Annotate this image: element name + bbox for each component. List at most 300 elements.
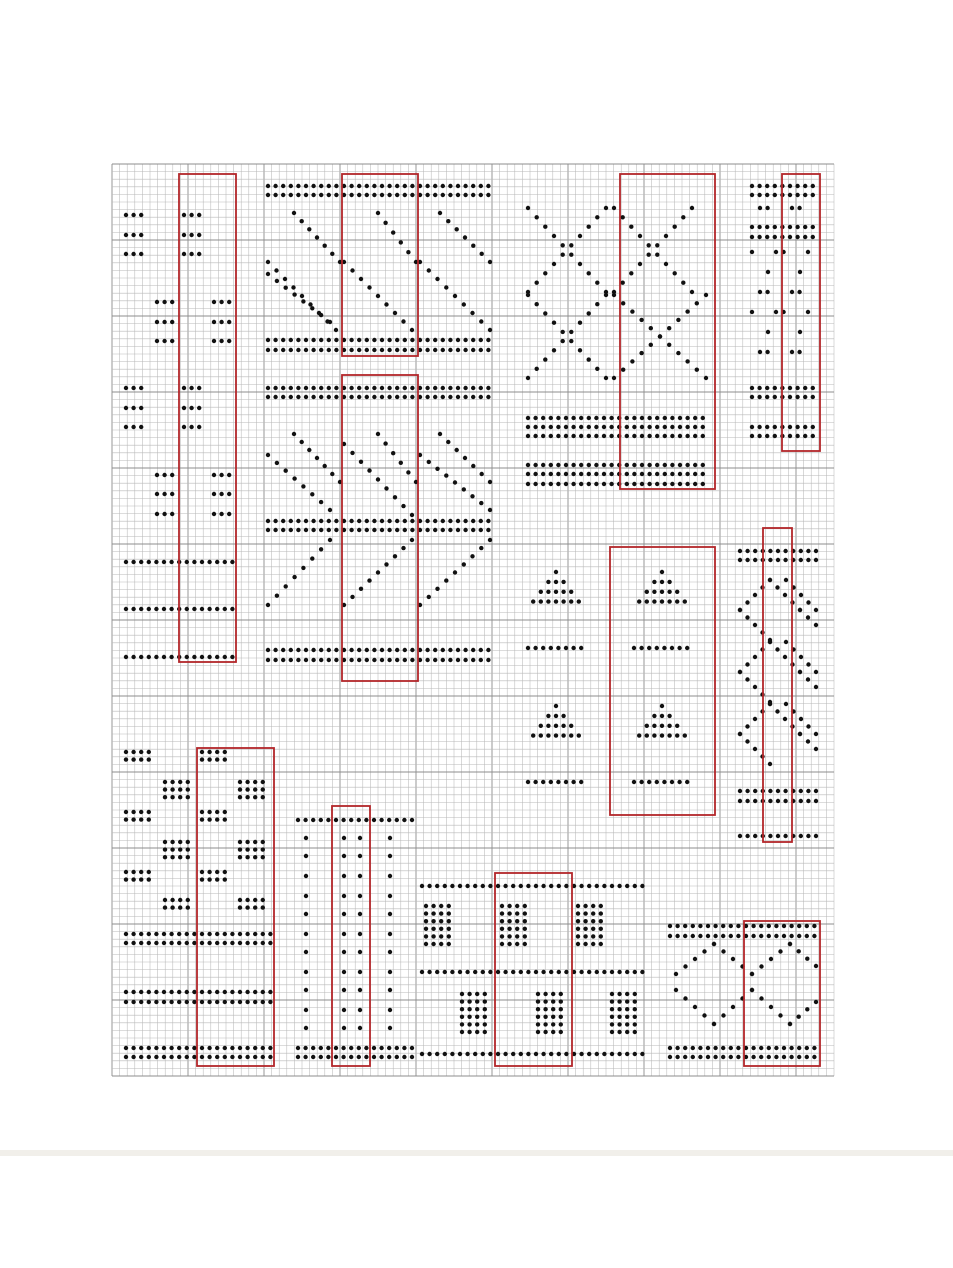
stitch-dot: [387, 184, 391, 188]
stitch-dot: [579, 780, 583, 784]
stitch-dot: [253, 1055, 257, 1059]
stitch-dot: [556, 780, 560, 784]
stitch-dot: [583, 919, 587, 923]
stitch-dot: [358, 912, 362, 916]
stitch-dot: [500, 919, 504, 923]
stitch-dot: [215, 990, 219, 994]
stitch-dot: [253, 905, 257, 909]
stitch-dot: [731, 1005, 735, 1009]
stitch-dot: [327, 386, 331, 390]
stitch-dot: [393, 495, 397, 499]
stitch-dot: [207, 932, 211, 936]
stitch-dot: [814, 549, 818, 553]
stitch-dot: [721, 1046, 725, 1050]
stitch-dot: [227, 492, 231, 496]
stitch-dot: [281, 519, 285, 523]
stitch-dot: [463, 348, 467, 352]
stitch-dot: [384, 486, 388, 490]
stitch-dot: [358, 894, 362, 898]
stitch-dot: [523, 919, 527, 923]
stitch-dot: [467, 1022, 471, 1026]
stitch-dot: [610, 970, 614, 974]
stitch-dot: [212, 320, 216, 324]
stitch-dot: [814, 623, 818, 627]
stitch-dot: [182, 252, 186, 256]
stitch-dot: [399, 461, 403, 465]
stitch-dot: [155, 473, 159, 477]
stitch-dot: [342, 970, 346, 974]
stitch-dot: [124, 932, 128, 936]
stitch-dot: [301, 566, 305, 570]
stitch-dot: [189, 213, 193, 217]
stitch-dot: [427, 1052, 431, 1056]
stitch-dot: [675, 1055, 679, 1059]
stitch-dot: [534, 970, 538, 974]
stitch-dot: [768, 789, 772, 793]
stitch-dot: [587, 416, 591, 420]
stitch-dot: [170, 492, 174, 496]
stitch-dot: [186, 847, 190, 851]
stitch-dot: [349, 348, 353, 352]
stitch-dot: [736, 934, 740, 938]
stitch-dot: [660, 724, 664, 728]
stitch-dot: [446, 440, 450, 444]
stitch-dot: [443, 970, 447, 974]
stitch-dot: [427, 460, 431, 464]
stitch-dot: [789, 934, 793, 938]
stitch-dot: [768, 799, 772, 803]
stitch-dot: [475, 999, 479, 1003]
stitch-dot: [738, 834, 742, 838]
stitch-dot: [745, 799, 749, 803]
stitch-dot: [387, 648, 391, 652]
stitch-dot: [551, 1015, 555, 1019]
stitch-dot: [691, 924, 695, 928]
stitch-dot: [814, 834, 818, 838]
stitch-dot: [612, 376, 616, 380]
stitch-dot: [238, 780, 242, 784]
stitch-dot: [471, 519, 475, 523]
stitch-dot: [778, 949, 782, 953]
stitch-dot: [395, 193, 399, 197]
stitch-dot: [788, 395, 792, 399]
stitch-dot: [652, 733, 656, 737]
stitch-dot: [806, 677, 810, 681]
stitch-dot: [609, 482, 613, 486]
stitch-dot: [284, 469, 288, 473]
stitch-dot: [769, 957, 773, 961]
stitch-dot: [552, 234, 556, 238]
stitch-dot: [773, 386, 777, 390]
stitch-dot: [500, 934, 504, 938]
stitch-dot: [465, 1052, 469, 1056]
stitch-dot: [215, 877, 219, 881]
stitch-dot: [215, 655, 219, 659]
stitch-dot: [334, 395, 338, 399]
stitch-dot: [539, 590, 543, 594]
stitch-dot: [268, 1055, 272, 1059]
stitch-dot: [685, 780, 689, 784]
stitch-dot: [349, 1055, 353, 1059]
stitch-dot: [349, 184, 353, 188]
stitch-dot: [131, 750, 135, 754]
stitch-dot: [342, 836, 346, 840]
stitch-dot: [488, 508, 492, 512]
stitch-dot: [304, 932, 308, 936]
stitch-dot: [365, 658, 369, 662]
stitch-dot: [759, 934, 763, 938]
stitch-dot: [649, 343, 653, 347]
stitch-dot: [230, 932, 234, 936]
stitch-dot: [783, 799, 787, 803]
stitch-dot: [427, 884, 431, 888]
stitch-dot: [460, 1030, 464, 1034]
stitch-dot: [660, 733, 664, 737]
stitch-dot: [365, 338, 369, 342]
stitch-dot: [750, 225, 754, 229]
stitch-dot: [304, 1026, 308, 1030]
stitch-dot: [663, 482, 667, 486]
stitch-dot: [403, 193, 407, 197]
stitch-dot: [561, 733, 565, 737]
stitch-dot: [223, 1055, 227, 1059]
stitch-dot: [395, 818, 399, 822]
stitch-dot: [609, 463, 613, 467]
stitch-dot: [410, 519, 414, 523]
stitch-dot: [342, 1026, 346, 1030]
stitch-dot: [759, 1055, 763, 1059]
stitch-dot: [523, 927, 527, 931]
stitch-dot: [323, 244, 327, 248]
stitch-dot: [556, 416, 560, 420]
stitch-dot: [533, 646, 537, 650]
stitch-dot: [456, 193, 460, 197]
stitch-dot: [334, 528, 338, 532]
stitch-dot: [261, 840, 265, 844]
stitch-dot: [163, 847, 167, 851]
stitch-dot: [814, 799, 818, 803]
stitch-dot: [273, 658, 277, 662]
stitch-dot: [372, 193, 376, 197]
stitch-dot: [496, 1052, 500, 1056]
stitch-dot: [773, 434, 777, 438]
stitch-dot: [212, 492, 216, 496]
stitch-dot: [358, 988, 362, 992]
stitch-dot: [599, 911, 603, 915]
stitch-dot: [245, 840, 249, 844]
stitch-dot: [410, 386, 414, 390]
stitch-dot: [124, 252, 128, 256]
stitch-dot: [564, 970, 568, 974]
stitch-dot: [633, 1015, 637, 1019]
stitch-dot: [759, 996, 763, 1000]
stitch-dot: [721, 934, 725, 938]
stitch-dot: [546, 724, 550, 728]
stitch-dot: [372, 386, 376, 390]
stitch-dot: [599, 942, 603, 946]
stitch-dot: [388, 950, 392, 954]
stitch-dot: [425, 519, 429, 523]
stitch-dot: [579, 970, 583, 974]
stitch-dot: [284, 286, 288, 290]
stitch-dot: [765, 184, 769, 188]
stitch-dot: [579, 646, 583, 650]
stitch-dot: [425, 658, 429, 662]
stitch-dot: [773, 235, 777, 239]
stitch-dot: [467, 1015, 471, 1019]
stitch-dot: [207, 990, 211, 994]
stitch-dot: [473, 884, 477, 888]
stitch-dot: [683, 1046, 687, 1050]
stitch-dot: [380, 658, 384, 662]
stitch-dot: [170, 473, 174, 477]
stitch-dot: [765, 434, 769, 438]
stitch-dot: [683, 733, 687, 737]
stitch-dot: [676, 318, 680, 322]
stitch-dot: [200, 932, 204, 936]
stitch-dot: [162, 990, 166, 994]
stitch-dot: [163, 795, 167, 799]
stitch-dot: [403, 648, 407, 652]
stitch-dot: [750, 386, 754, 390]
stitch-dot: [223, 1046, 227, 1050]
stitch-dot: [554, 590, 558, 594]
stitch-dot: [685, 472, 689, 476]
stitch-dot: [533, 472, 537, 476]
stitch-dot: [471, 244, 475, 248]
stitch-dot: [612, 206, 616, 210]
stitch-dot: [795, 386, 799, 390]
stitch-dot: [788, 225, 792, 229]
stitch-dot: [751, 1046, 755, 1050]
stitch-dot: [507, 911, 511, 915]
stitch-dot: [591, 942, 595, 946]
stitch-dot: [594, 463, 598, 467]
stitch-dot: [713, 1046, 717, 1050]
stitch-dot: [238, 941, 242, 945]
stitch-dot: [768, 834, 772, 838]
stitch-dot: [425, 648, 429, 652]
stitch-dot: [632, 425, 636, 429]
stitch-dot: [387, 348, 391, 352]
stitch-dot: [230, 1046, 234, 1050]
stitch-dot: [238, 905, 242, 909]
stitch-dot: [750, 235, 754, 239]
stitch-dot: [591, 919, 595, 923]
stitch-dot: [357, 193, 361, 197]
stitch-dot: [702, 1013, 706, 1017]
stitch-dot: [673, 271, 677, 275]
stitch-dot: [139, 406, 143, 410]
stitch-dot: [535, 302, 539, 306]
stitch-dot: [753, 623, 757, 627]
stitch-dot: [433, 386, 437, 390]
stitch-dot: [328, 508, 332, 512]
stitch-dot: [479, 386, 483, 390]
stitch-dot: [406, 250, 410, 254]
stitch-dot: [327, 193, 331, 197]
stitch-dot: [670, 463, 674, 467]
stitch-dot: [163, 840, 167, 844]
stitch-dot: [579, 425, 583, 429]
stitch-dot: [253, 787, 257, 791]
stitch-dot: [131, 425, 135, 429]
stitch-dot: [750, 395, 754, 399]
stitch-dot: [625, 1052, 629, 1056]
stitch-dot: [456, 658, 460, 662]
stitch-dot: [579, 463, 583, 467]
stitch-dot: [406, 470, 410, 474]
stitch-dot: [357, 1046, 361, 1050]
stitch-dot: [765, 290, 769, 294]
stitch-dot: [425, 395, 429, 399]
stitch-dot: [557, 970, 561, 974]
stitch-dot: [571, 482, 575, 486]
stitch-dot: [693, 463, 697, 467]
stitch-dot: [488, 480, 492, 484]
stitch-dot: [511, 970, 515, 974]
stitch-dot: [139, 213, 143, 217]
stitch-dot: [147, 932, 151, 936]
stitch-dot: [424, 911, 428, 915]
stitch-dot: [539, 733, 543, 737]
stitch-dot: [327, 395, 331, 399]
stitch-dot: [186, 898, 190, 902]
stitch-dot: [169, 655, 173, 659]
stitch-dot: [170, 840, 174, 844]
stitch-dot: [162, 492, 166, 496]
stitch-dot: [425, 184, 429, 188]
stitch-dot: [425, 338, 429, 342]
stitch-dot: [579, 472, 583, 476]
stitch-dot: [549, 884, 553, 888]
stitch-dot: [632, 482, 636, 486]
stitch-dot: [178, 787, 182, 791]
stitch-dot: [458, 884, 462, 888]
stitch-dot: [401, 504, 405, 508]
stitch-dot: [431, 904, 435, 908]
stitch-dot: [806, 549, 810, 553]
stitch-dot: [693, 482, 697, 486]
stitch-dot: [433, 658, 437, 662]
stitch-dot: [660, 570, 664, 574]
stitch-dot: [788, 193, 792, 197]
stitch-dot: [131, 1046, 135, 1050]
stitch-dot: [441, 658, 445, 662]
stitch-dot: [670, 780, 674, 784]
stitch-dot: [612, 293, 616, 297]
stitch-dot: [569, 724, 573, 728]
stitch-dot: [691, 1046, 695, 1050]
stitch-dot: [766, 270, 770, 274]
stitch-dot: [757, 386, 761, 390]
stitch-dot: [266, 603, 270, 607]
stitch-dot: [376, 211, 380, 215]
stitch-dot: [289, 348, 293, 352]
stitch-dot: [765, 386, 769, 390]
stitch-dot: [549, 482, 553, 486]
stitch-dot: [245, 898, 249, 902]
stitch-dot: [439, 927, 443, 931]
stitch-dot: [591, 911, 595, 915]
stitch-dot: [245, 787, 249, 791]
stitch-dot: [576, 942, 580, 946]
stitch-dot: [564, 482, 568, 486]
stitch-dot: [738, 799, 742, 803]
stitch-dot: [349, 338, 353, 342]
stitch-dot: [587, 271, 591, 275]
stitch-dot: [147, 817, 151, 821]
stitch-dot: [812, 1046, 816, 1050]
stitch-dot: [541, 425, 545, 429]
stitch-dot: [594, 425, 598, 429]
stitch-dot: [207, 757, 211, 761]
stitch-dot: [549, 646, 553, 650]
stitch-dot: [215, 757, 219, 761]
stitch-dot: [789, 924, 793, 928]
stitch-dot: [450, 1052, 454, 1056]
stitch-dot: [178, 795, 182, 799]
stitch-dot: [453, 570, 457, 574]
stitch-dot: [503, 1052, 507, 1056]
stitch-dot: [655, 434, 659, 438]
stitch-dot: [319, 818, 323, 822]
stitch-dot: [387, 658, 391, 662]
stitch-dot: [721, 1055, 725, 1059]
stitch-dot: [479, 338, 483, 342]
stitch-dot: [139, 560, 143, 564]
stitch-dot: [311, 1055, 315, 1059]
stitch-dot: [154, 1000, 158, 1004]
stitch-dot: [215, 1000, 219, 1004]
stitch-dot: [647, 434, 651, 438]
stitch-dot: [564, 1052, 568, 1056]
stitch-dot: [587, 463, 591, 467]
stitch-dot: [564, 884, 568, 888]
stitch-dot: [433, 648, 437, 652]
stitch-dot: [546, 599, 550, 603]
stitch-dot: [376, 570, 380, 574]
stitch-dot: [675, 1046, 679, 1050]
stitch-dot: [304, 338, 308, 342]
stitch-dot: [238, 1000, 242, 1004]
stitch-dot: [341, 1055, 345, 1059]
stitch-dot: [625, 425, 629, 429]
stitch-dot: [139, 1055, 143, 1059]
stitch-dot: [731, 957, 735, 961]
stitch-dot: [551, 1030, 555, 1034]
stitch-dot: [713, 934, 717, 938]
stitch-dot: [625, 970, 629, 974]
stitch-dot: [296, 519, 300, 523]
stitch-dot: [758, 350, 762, 354]
stitch-dot: [395, 519, 399, 523]
stitch-dot: [207, 877, 211, 881]
stitch-dot: [296, 348, 300, 352]
stitch-dot: [750, 250, 754, 254]
stitch-dot: [383, 441, 387, 445]
stitch-dot: [281, 658, 285, 662]
stitch-dot: [304, 950, 308, 954]
stitch-dot: [304, 1008, 308, 1012]
stitch-dot: [342, 874, 346, 878]
stitch-dot: [526, 884, 530, 888]
stitch-dot: [488, 328, 492, 332]
stitch-dot: [357, 184, 361, 188]
stitch-dot: [372, 648, 376, 652]
stitch-dot: [215, 560, 219, 564]
stitch-dot: [788, 235, 792, 239]
